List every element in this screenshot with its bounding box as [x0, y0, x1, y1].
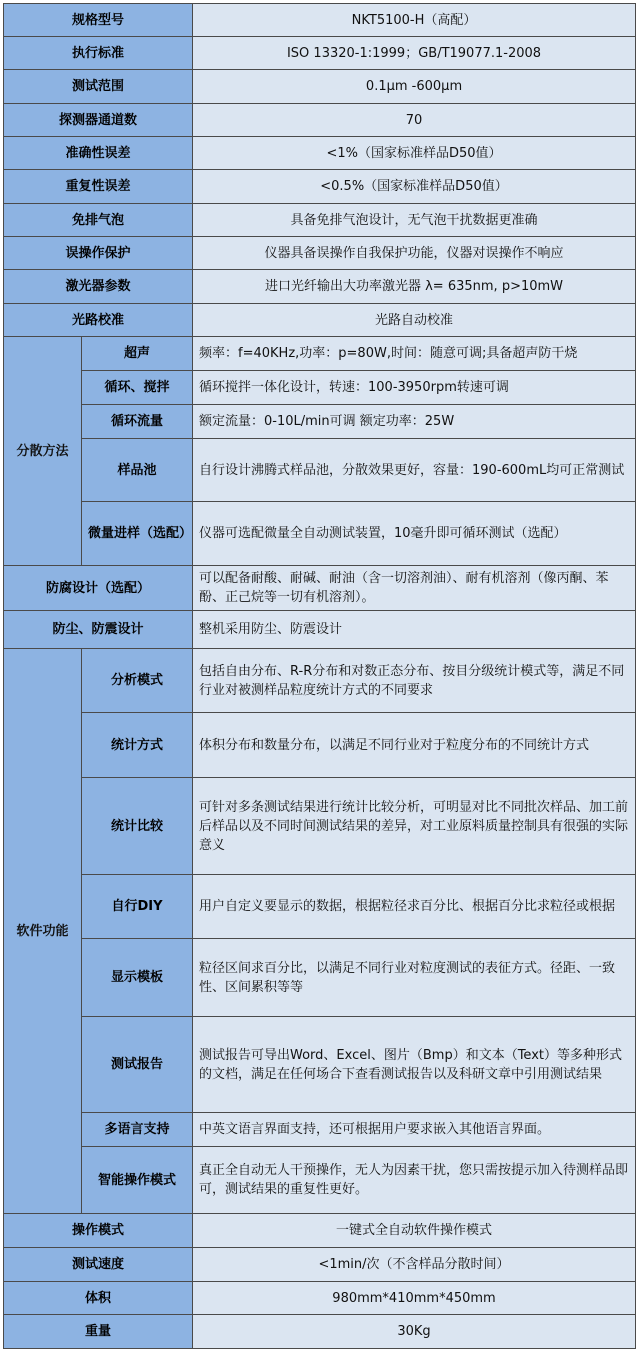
sub-value: 仪器可选配微量全自动测试装置，10毫升即可循环测试（选配）	[193, 502, 636, 566]
row-label: 防尘、防震设计	[4, 611, 193, 649]
table-row	[4, 104, 636, 137]
sub-label: 测试报告	[82, 1017, 193, 1113]
group-label-software: 软件功能	[4, 649, 82, 1214]
row-value: <1min/次（不含样品分散时间）	[193, 1248, 636, 1282]
sub-value: 体积分布和数量分布，以满足不同行业对于粒度分布的不同统计方式	[193, 713, 636, 778]
table-row	[4, 4, 636, 37]
table-row	[4, 439, 636, 502]
row-label: 防腐设计（选配）	[4, 566, 193, 611]
row-label: 测试速度	[4, 1248, 193, 1282]
row-value: 70	[193, 104, 636, 137]
table-row	[4, 1282, 636, 1315]
row-label: 探测器通道数	[4, 104, 193, 137]
sub-value: 中英文语言界面支持，还可根据用户要求嵌入其他语言界面。	[193, 1113, 636, 1147]
sub-label: 智能操作模式	[82, 1147, 193, 1214]
row-label: 测试范围	[4, 70, 193, 104]
row-value: 一键式全自动软件操作模式	[193, 1214, 636, 1248]
sub-value: 真正全自动无人干预操作，无人为因素干扰，您只需按提示加入待测样品即可，测试结果的重复性更好。	[193, 1147, 636, 1214]
table-row	[4, 778, 636, 875]
row-label: 操作模式	[4, 1214, 193, 1248]
sub-value: 测试报告可导出Word、Excel、图片（Bmp）和文本（Text）等多种形式的文档，满足在任何场合下查看测试报告以及科研文章中引用测试结果	[193, 1017, 636, 1113]
row-label: 体积	[4, 1282, 193, 1315]
row-value: <0.5%（国家标准样品D50值）	[193, 170, 636, 204]
table-row	[4, 70, 636, 104]
table-row	[4, 875, 636, 939]
sub-value: 粒径区间求百分比，以满足不同行业对粒度测试的表征方式。径距、一致性、区间累积等等	[193, 939, 636, 1017]
sub-label: 循环流量	[82, 405, 193, 439]
row-value: <1%（国家标准样品D50值）	[193, 137, 636, 170]
table-row	[4, 137, 636, 170]
row-label: 重量	[4, 1315, 193, 1349]
sub-label: 样品池	[82, 439, 193, 502]
sub-label: 统计方式	[82, 713, 193, 778]
table-row	[4, 502, 636, 566]
table-row	[4, 1248, 636, 1282]
table-row	[4, 237, 636, 270]
sub-label: 多语言支持	[82, 1113, 193, 1147]
row-value: NKT5100-H（高配）	[193, 4, 636, 37]
row-label: 重复性误差	[4, 170, 193, 204]
row-value: 整机采用防尘、防震设计	[193, 611, 636, 649]
row-value: 可以配备耐酸、耐碱、耐油（含一切溶剂油）、耐有机溶剂（像丙酮、苯酚、正己烷等一切有机溶剂）。	[193, 566, 636, 611]
table-row	[4, 37, 636, 70]
group-label-dispersion: 分散方法	[4, 337, 82, 566]
sub-value: 可针对多条测试结果进行统计比较分析，可明显对比不同批次样品、加工前后样品以及不同时间测试结果的差异，对工业原料质量控制具有很强的实际意义	[193, 778, 636, 875]
row-label: 执行标准	[4, 37, 193, 70]
row-label: 光路校准	[4, 304, 193, 337]
sub-label: 循环、搅拌	[82, 371, 193, 405]
row-label: 免排气泡	[4, 204, 193, 237]
row-value: 进口光纤输出大功率激光器 λ= 635nm, p>10mW	[193, 270, 636, 304]
row-value: 仪器具备误操作自我保护功能，仪器对误操作不响应	[193, 237, 636, 270]
spec-table	[3, 3, 636, 1349]
sub-label: 超声	[82, 337, 193, 371]
row-value: 30Kg	[193, 1315, 636, 1349]
sub-label: 显示模板	[82, 939, 193, 1017]
table-row	[4, 1315, 636, 1349]
sub-value: 额定流量：0-10L/min可调 额定功率：25W	[193, 405, 636, 439]
sub-label: 统计比较	[82, 778, 193, 875]
table-row	[4, 204, 636, 237]
row-value: 光路自动校准	[193, 304, 636, 337]
sub-label: 分析模式	[82, 649, 193, 713]
row-label: 激光器参数	[4, 270, 193, 304]
row-label: 规格型号	[4, 4, 193, 37]
table-row	[4, 1113, 636, 1147]
sub-value: 用户自定义要显示的数据，根据粒径求百分比、根据百分比求粒径或根据	[193, 875, 636, 939]
table-row	[4, 611, 636, 649]
table-row	[4, 939, 636, 1017]
table-row	[4, 304, 636, 337]
table-row	[4, 170, 636, 204]
row-value: 980mm*410mm*450mm	[193, 1282, 636, 1315]
table-row	[4, 1147, 636, 1214]
row-value: ISO 13320-1:1999；GB/T19077.1-2008	[193, 37, 636, 70]
sub-value: 频率：f=40KHz,功率：p=80W,时间：随意可调;具备超声防干烧	[193, 337, 636, 371]
table-row	[4, 371, 636, 405]
row-value: 0.1μm -600μm	[193, 70, 636, 104]
table-row	[4, 649, 636, 713]
table-row	[4, 337, 636, 371]
table-row	[4, 1214, 636, 1248]
sub-value: 包括自由分布、R-R分布和对数正态分布、按目分级统计模式等，满足不同行业对被测样品粒度统计方式的不同要求	[193, 649, 636, 713]
table-row	[4, 405, 636, 439]
table-row	[4, 566, 636, 611]
sub-label: 微量进样（选配）	[82, 502, 193, 566]
row-value: 具备免排气泡设计，无气泡干扰数据更准确	[193, 204, 636, 237]
table-row	[4, 270, 636, 304]
table-row	[4, 1017, 636, 1113]
row-label: 误操作保护	[4, 237, 193, 270]
table-row	[4, 713, 636, 778]
row-label: 准确性误差	[4, 137, 193, 170]
sub-value: 自行设计沸腾式样品池，分散效果更好，容量：190-600mL均可正常测试	[193, 439, 636, 502]
sub-label: 自行DIY	[82, 875, 193, 939]
sub-value: 循环搅拌一体化设计，转速：100-3950rpm转速可调	[193, 371, 636, 405]
